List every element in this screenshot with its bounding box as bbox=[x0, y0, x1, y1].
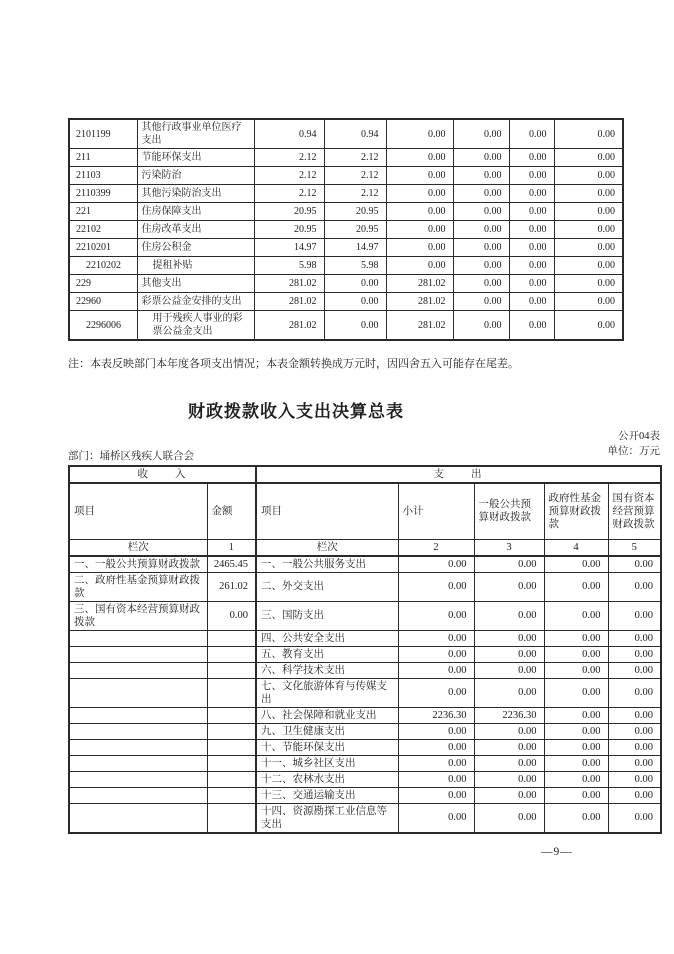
column-header-row bbox=[69, 483, 661, 539]
expense-section-header: 支 出 bbox=[256, 466, 661, 483]
summary-row bbox=[69, 707, 661, 723]
table-meta bbox=[608, 429, 661, 459]
summary-row bbox=[69, 662, 661, 678]
value-cell-3: 281.02 bbox=[386, 311, 453, 341]
income-amount-cell bbox=[207, 723, 256, 739]
subtotal-cell: 0.00 bbox=[398, 739, 474, 755]
income-amount-cell bbox=[207, 646, 256, 662]
expense-item-cell: 五、教育支出 bbox=[256, 646, 398, 662]
income-amount-cell: 0.00 bbox=[207, 601, 256, 630]
value-cell-2: 0.00 bbox=[324, 293, 386, 311]
expense-detail-row bbox=[69, 239, 623, 257]
value-cell-5: 0.00 bbox=[509, 203, 554, 221]
general-public-cell: 0.00 bbox=[474, 739, 544, 755]
expense-index-2: 2 bbox=[398, 539, 474, 556]
expense-name-cell: 其他行政事业单位医疗支出 bbox=[137, 119, 254, 149]
expense-item-cell: 十、节能环保支出 bbox=[256, 739, 398, 755]
value-cell-3: 0.00 bbox=[386, 239, 453, 257]
expense-code-cell: 2210202 bbox=[69, 257, 137, 275]
state-capital-cell: 0.00 bbox=[608, 707, 661, 723]
value-cell-6: 0.00 bbox=[554, 257, 623, 275]
summary-row bbox=[69, 601, 661, 630]
expense-name-cell: 其他污染防治支出 bbox=[137, 185, 254, 203]
expense-detail-row bbox=[69, 119, 623, 149]
income-item-cell bbox=[69, 707, 207, 723]
value-cell-4: 0.00 bbox=[453, 185, 509, 203]
income-amount-cell bbox=[207, 630, 256, 646]
state-capital-cell: 0.00 bbox=[608, 803, 661, 833]
value-cell-3: 0.00 bbox=[386, 167, 453, 185]
value-cell-1: 281.02 bbox=[254, 275, 324, 293]
column-index-row bbox=[69, 539, 661, 556]
expense-detail-row bbox=[69, 185, 623, 203]
state-capital-cell: 0.00 bbox=[608, 755, 661, 771]
state-capital-cell: 0.00 bbox=[608, 572, 661, 601]
expense-name-cell: 污染防治 bbox=[137, 167, 254, 185]
income-amount-cell bbox=[207, 803, 256, 833]
income-amount-cell bbox=[207, 771, 256, 787]
state-capital-cell: 0.00 bbox=[608, 739, 661, 755]
section-header-row bbox=[69, 466, 661, 483]
subtotal-cell: 0.00 bbox=[398, 556, 474, 573]
expense-item-cell: 四、公共安全支出 bbox=[256, 630, 398, 646]
value-cell-2: 2.12 bbox=[324, 167, 386, 185]
expense-name-cell: 其他支出 bbox=[137, 275, 254, 293]
summary-row bbox=[69, 739, 661, 755]
income-item-cell bbox=[69, 787, 207, 803]
value-cell-6: 0.00 bbox=[554, 167, 623, 185]
income-amount-cell bbox=[207, 678, 256, 707]
gov-fund-cell: 0.00 bbox=[544, 723, 608, 739]
general-public-cell: 0.00 bbox=[474, 646, 544, 662]
income-item-cell bbox=[69, 646, 207, 662]
value-cell-2: 5.98 bbox=[324, 257, 386, 275]
value-cell-5: 0.00 bbox=[509, 293, 554, 311]
value-cell-4: 0.00 bbox=[453, 239, 509, 257]
table-code-label: 公开04表 bbox=[618, 431, 660, 442]
gov-fund-cell: 0.00 bbox=[544, 739, 608, 755]
value-cell-3: 0.00 bbox=[386, 185, 453, 203]
expense-item-cell: 十四、资源勘探工业信息等支出 bbox=[256, 803, 398, 833]
value-cell-5: 0.00 bbox=[509, 311, 554, 341]
general-public-cell: 0.00 bbox=[474, 787, 544, 803]
value-cell-4: 0.00 bbox=[453, 167, 509, 185]
value-cell-5: 0.00 bbox=[509, 275, 554, 293]
subtotal-cell: 0.00 bbox=[398, 646, 474, 662]
expense-item-cell: 三、国防支出 bbox=[256, 601, 398, 630]
expense-detail-row bbox=[69, 221, 623, 239]
value-cell-3: 281.02 bbox=[386, 275, 453, 293]
summary-row bbox=[69, 787, 661, 803]
value-cell-6: 0.00 bbox=[554, 203, 623, 221]
expense-code-cell: 22102 bbox=[69, 221, 137, 239]
general-public-cell: 0.00 bbox=[474, 572, 544, 601]
value-cell-4: 0.00 bbox=[453, 257, 509, 275]
subtotal-cell: 0.00 bbox=[398, 787, 474, 803]
expense-item-cell: 二、外交支出 bbox=[256, 572, 398, 601]
value-cell-5: 0.00 bbox=[509, 167, 554, 185]
subtotal-cell: 0.00 bbox=[398, 755, 474, 771]
general-public-cell: 0.00 bbox=[474, 771, 544, 787]
expense-code-cell: 211 bbox=[69, 149, 137, 167]
income-amount-header: 金额 bbox=[207, 483, 256, 539]
general-public-cell: 0.00 bbox=[474, 662, 544, 678]
general-public-cell: 0.00 bbox=[474, 630, 544, 646]
value-cell-6: 0.00 bbox=[554, 311, 623, 341]
value-cell-1: 5.98 bbox=[254, 257, 324, 275]
expense-item-header: 项目 bbox=[256, 483, 398, 539]
state-capital-cell: 0.00 bbox=[608, 771, 661, 787]
value-cell-4: 0.00 bbox=[453, 119, 509, 149]
subtotal-cell: 0.00 bbox=[398, 678, 474, 707]
expense-name-cell: 住房保障支出 bbox=[137, 203, 254, 221]
expense-index-4: 4 bbox=[544, 539, 608, 556]
subtotal-cell: 0.00 bbox=[398, 771, 474, 787]
summary-row bbox=[69, 646, 661, 662]
value-cell-4: 0.00 bbox=[453, 275, 509, 293]
value-cell-2: 14.97 bbox=[324, 239, 386, 257]
expense-item-cell: 八、社会保障和就业支出 bbox=[256, 707, 398, 723]
value-cell-1: 2.12 bbox=[254, 149, 324, 167]
income-item-header: 项目 bbox=[69, 483, 207, 539]
value-cell-6: 0.00 bbox=[554, 149, 623, 167]
summary-row bbox=[69, 723, 661, 739]
gov-fund-cell: 0.00 bbox=[544, 755, 608, 771]
value-cell-1: 14.97 bbox=[254, 239, 324, 257]
summary-row bbox=[69, 755, 661, 771]
income-amount-cell: 2465.45 bbox=[207, 556, 256, 573]
value-cell-3: 0.00 bbox=[386, 149, 453, 167]
state-capital-cell: 0.00 bbox=[608, 787, 661, 803]
general-public-cell: 0.00 bbox=[474, 556, 544, 573]
income-index-1: 1 bbox=[207, 539, 256, 556]
general-public-cell: 0.00 bbox=[474, 755, 544, 771]
general-public-cell: 0.00 bbox=[474, 803, 544, 833]
expense-code-cell: 22960 bbox=[69, 293, 137, 311]
expense-code-cell: 2110399 bbox=[69, 185, 137, 203]
expense-item-cell: 十三、交通运输支出 bbox=[256, 787, 398, 803]
expense-detail-table bbox=[68, 118, 624, 341]
subtotal-cell: 0.00 bbox=[398, 662, 474, 678]
value-cell-6: 0.00 bbox=[554, 275, 623, 293]
expense-name-cell: 住房公积金 bbox=[137, 239, 254, 257]
value-cell-6: 0.00 bbox=[554, 119, 623, 149]
value-cell-5: 0.00 bbox=[509, 119, 554, 149]
value-cell-6: 0.00 bbox=[554, 293, 623, 311]
value-cell-4: 0.00 bbox=[453, 293, 509, 311]
expense-name-cell: 提租补贴 bbox=[137, 257, 254, 275]
expense-index-5: 5 bbox=[608, 539, 661, 556]
summary-row bbox=[69, 630, 661, 646]
expense-code-cell: 221 bbox=[69, 203, 137, 221]
value-cell-3: 281.02 bbox=[386, 293, 453, 311]
summary-row bbox=[69, 771, 661, 787]
income-item-cell bbox=[69, 755, 207, 771]
value-cell-2: 0.00 bbox=[324, 311, 386, 341]
value-cell-5: 0.00 bbox=[509, 149, 554, 167]
state-capital-cell: 0.00 bbox=[608, 556, 661, 573]
general-public-cell: 0.00 bbox=[474, 601, 544, 630]
subtotal-cell: 0.00 bbox=[398, 630, 474, 646]
state-capital-cell: 0.00 bbox=[608, 678, 661, 707]
general-public-cell: 2236.30 bbox=[474, 707, 544, 723]
expense-code-cell: 229 bbox=[69, 275, 137, 293]
income-item-cell bbox=[69, 662, 207, 678]
value-cell-4: 0.00 bbox=[453, 149, 509, 167]
gov-fund-cell: 0.00 bbox=[544, 678, 608, 707]
gov-fund-cell: 0.00 bbox=[544, 646, 608, 662]
expense-detail-row bbox=[69, 149, 623, 167]
expense-index-3: 3 bbox=[474, 539, 544, 556]
value-cell-1: 281.02 bbox=[254, 311, 324, 341]
income-amount-cell bbox=[207, 707, 256, 723]
expense-code-cell: 2210201 bbox=[69, 239, 137, 257]
subtotal-header: 小计 bbox=[398, 483, 474, 539]
summary-row bbox=[69, 803, 661, 833]
gov-fund-cell: 0.00 bbox=[544, 601, 608, 630]
expense-index-label: 栏次 bbox=[256, 539, 398, 556]
expense-detail-row bbox=[69, 257, 623, 275]
income-item-cell: 二、政府性基金预算财政拨款 bbox=[69, 572, 207, 601]
income-section-header: 收 入 bbox=[69, 466, 256, 483]
value-cell-1: 281.02 bbox=[254, 293, 324, 311]
general-public-cell: 0.00 bbox=[474, 678, 544, 707]
expense-item-cell: 九、卫生健康支出 bbox=[256, 723, 398, 739]
summary-row bbox=[69, 572, 661, 601]
value-cell-4: 0.00 bbox=[453, 203, 509, 221]
summary-table bbox=[68, 465, 662, 834]
general-public-budget-header: 一般公共预算财政拨款 bbox=[474, 483, 544, 539]
income-amount-cell: 261.02 bbox=[207, 572, 256, 601]
expense-name-cell: 彩票公益金安排的支出 bbox=[137, 293, 254, 311]
value-cell-1: 2.12 bbox=[254, 167, 324, 185]
income-amount-cell bbox=[207, 662, 256, 678]
income-item-cell: 一、一般公共预算财政拨款 bbox=[69, 556, 207, 573]
value-cell-3: 0.00 bbox=[386, 257, 453, 275]
expense-item-cell: 十二、农林水支出 bbox=[256, 771, 398, 787]
income-item-cell: 三、国有资本经营预算财政拨款 bbox=[69, 601, 207, 630]
value-cell-2: 0.00 bbox=[324, 275, 386, 293]
expense-code-cell: 2101199 bbox=[69, 119, 137, 149]
expense-name-cell: 用于残疾人事业的彩票公益金支出 bbox=[137, 311, 254, 341]
value-cell-3: 0.00 bbox=[386, 203, 453, 221]
value-cell-2: 20.95 bbox=[324, 221, 386, 239]
gov-fund-cell: 0.00 bbox=[544, 771, 608, 787]
state-capital-cell: 0.00 bbox=[608, 630, 661, 646]
table-note: 注：本表反映部门本年度各项支出情况；本表金额转换成万元时，因四舍五入可能存在尾差。 bbox=[68, 358, 519, 370]
subtotal-cell: 0.00 bbox=[398, 803, 474, 833]
income-amount-cell bbox=[207, 787, 256, 803]
value-cell-1: 20.95 bbox=[254, 203, 324, 221]
state-capital-cell: 0.00 bbox=[608, 646, 661, 662]
state-capital-budget-header: 国有资本经营预算财政拨款 bbox=[608, 483, 661, 539]
value-cell-1: 0.94 bbox=[254, 119, 324, 149]
subtotal-cell: 0.00 bbox=[398, 601, 474, 630]
value-cell-5: 0.00 bbox=[509, 185, 554, 203]
value-cell-1: 20.95 bbox=[254, 221, 324, 239]
value-cell-4: 0.00 bbox=[453, 311, 509, 341]
value-cell-3: 0.00 bbox=[386, 221, 453, 239]
value-cell-5: 0.00 bbox=[509, 257, 554, 275]
income-amount-cell bbox=[207, 739, 256, 755]
value-cell-3: 0.00 bbox=[386, 119, 453, 149]
value-cell-4: 0.00 bbox=[453, 221, 509, 239]
expense-detail-row bbox=[69, 203, 623, 221]
subtotal-cell: 0.00 bbox=[398, 723, 474, 739]
expense-detail-row bbox=[69, 311, 623, 341]
summary-row bbox=[69, 678, 661, 707]
value-cell-2: 0.94 bbox=[324, 119, 386, 149]
general-public-cell: 0.00 bbox=[474, 723, 544, 739]
income-amount-cell bbox=[207, 755, 256, 771]
gov-fund-cell: 0.00 bbox=[544, 662, 608, 678]
state-capital-cell: 0.00 bbox=[608, 723, 661, 739]
gov-fund-cell: 0.00 bbox=[544, 787, 608, 803]
gov-fund-cell: 0.00 bbox=[544, 707, 608, 723]
subtotal-cell: 0.00 bbox=[398, 572, 474, 601]
value-cell-1: 2.12 bbox=[254, 185, 324, 203]
expense-name-cell: 住房改革支出 bbox=[137, 221, 254, 239]
summary-row bbox=[69, 556, 661, 573]
state-capital-cell: 0.00 bbox=[608, 601, 661, 630]
value-cell-2: 2.12 bbox=[324, 149, 386, 167]
gov-fund-cell: 0.00 bbox=[544, 630, 608, 646]
state-capital-cell: 0.00 bbox=[608, 662, 661, 678]
income-item-cell bbox=[69, 803, 207, 833]
value-cell-6: 0.00 bbox=[554, 239, 623, 257]
expense-detail-row bbox=[69, 275, 623, 293]
income-item-cell bbox=[69, 739, 207, 755]
value-cell-5: 0.00 bbox=[509, 221, 554, 239]
income-item-cell bbox=[69, 630, 207, 646]
expense-detail-row bbox=[69, 167, 623, 185]
value-cell-6: 0.00 bbox=[554, 221, 623, 239]
expense-code-cell: 21103 bbox=[69, 167, 137, 185]
subtotal-cell: 2236.30 bbox=[398, 707, 474, 723]
expense-item-cell: 十一、城乡社区支出 bbox=[256, 755, 398, 771]
value-cell-2: 2.12 bbox=[324, 185, 386, 203]
income-item-cell bbox=[69, 771, 207, 787]
expense-item-cell: 七、文化旅游体育与传媒支出 bbox=[256, 678, 398, 707]
value-cell-2: 20.95 bbox=[324, 203, 386, 221]
value-cell-6: 0.00 bbox=[554, 185, 623, 203]
unit-label: 单位：万元 bbox=[607, 446, 660, 457]
expense-item-cell: 六、科学技术支出 bbox=[256, 662, 398, 678]
expense-code-cell: 2296006 bbox=[69, 311, 137, 341]
value-cell-5: 0.00 bbox=[509, 239, 554, 257]
income-item-cell bbox=[69, 723, 207, 739]
expense-name-cell: 节能环保支出 bbox=[137, 149, 254, 167]
income-item-cell bbox=[69, 678, 207, 707]
expense-detail-row bbox=[69, 293, 623, 311]
page-number: —9— bbox=[541, 846, 573, 858]
gov-fund-cell: 0.00 bbox=[544, 803, 608, 833]
summary-table-title: 财政拨款收入支出决算总表 bbox=[188, 402, 404, 421]
income-index-label: 栏次 bbox=[69, 539, 207, 556]
gov-fund-cell: 0.00 bbox=[544, 572, 608, 601]
gov-fund-budget-header: 政府性基金预算财政拨款 bbox=[544, 483, 608, 539]
gov-fund-cell: 0.00 bbox=[544, 556, 608, 573]
expense-item-cell: 一、一般公共服务支出 bbox=[256, 556, 398, 573]
department-label: 部门：埇桥区残疾人联合会 bbox=[68, 451, 194, 462]
